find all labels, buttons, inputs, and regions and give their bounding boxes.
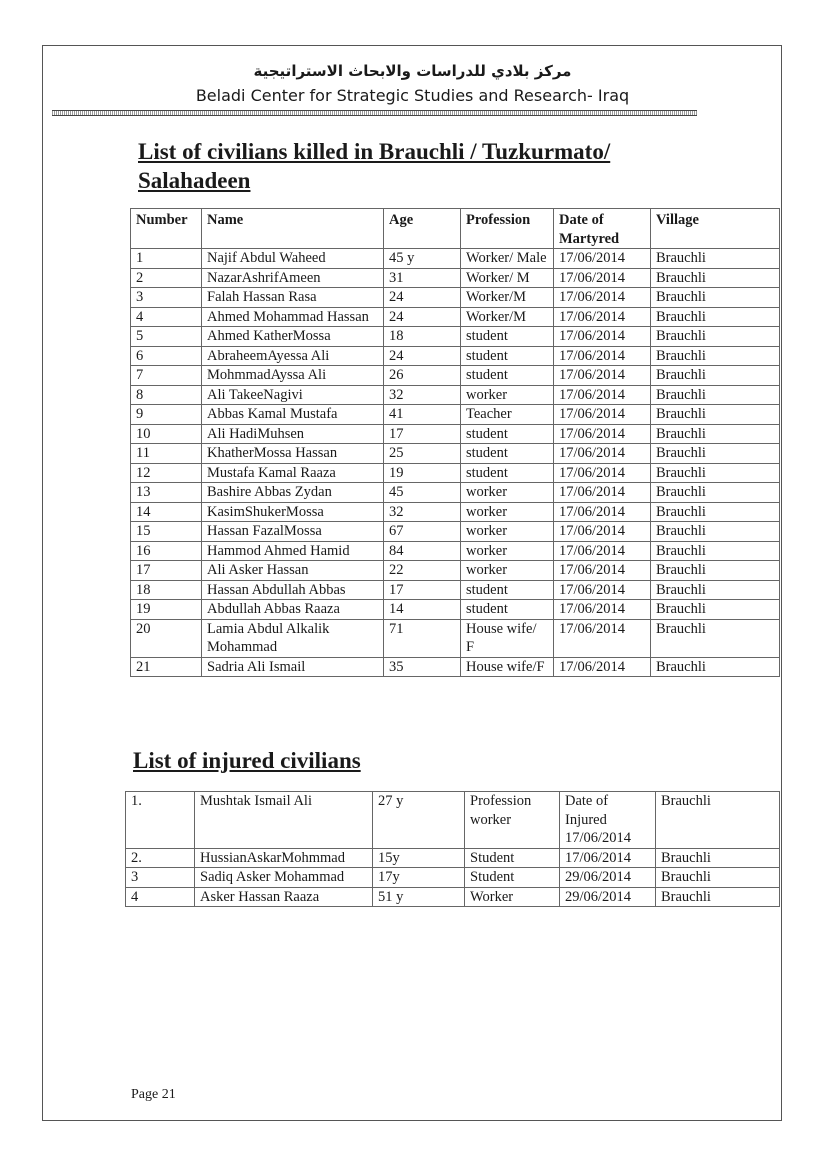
- cell-village: Brauchli: [651, 619, 780, 657]
- cell-village: Brauchli: [651, 522, 780, 542]
- cell-number: 19: [131, 600, 202, 620]
- cell-name: Mushtak Ismail Ali: [195, 792, 373, 849]
- cell-village: Brauchli: [651, 424, 780, 444]
- cell-village: Brauchli: [651, 463, 780, 483]
- cell-age: 25: [384, 444, 461, 464]
- table-row: [131, 561, 780, 581]
- cell-village: Brauchli: [651, 346, 780, 366]
- cell-number: 5: [131, 327, 202, 347]
- injured-table: [125, 791, 780, 907]
- table-row: [131, 444, 780, 464]
- cell-profession: student: [461, 444, 554, 464]
- table-row: [131, 483, 780, 503]
- cell-name: Lamia Abdul Alkalik Mohammad: [202, 619, 384, 657]
- page-number: Page 21: [131, 1087, 176, 1102]
- table-row: [126, 887, 780, 907]
- cell-name: Sadiq Asker Mohammad: [195, 868, 373, 888]
- injured-list-title: List of injured civilians: [133, 748, 361, 773]
- cell-profession: student: [461, 327, 554, 347]
- table-row: [131, 619, 780, 657]
- cell-age: 84: [384, 541, 461, 561]
- cell-number: 9: [131, 405, 202, 425]
- cell-profession: student: [461, 580, 554, 600]
- cell-number: 12: [131, 463, 202, 483]
- cell-name: Hammod Ahmed Hamid: [202, 541, 384, 561]
- cell-number: 13: [131, 483, 202, 503]
- cell-profession: worker: [461, 561, 554, 581]
- cell-village: Brauchli: [651, 600, 780, 620]
- cell-name: Sadria Ali Ismail: [202, 657, 384, 677]
- cell-age: 24: [384, 346, 461, 366]
- cell-village: Brauchli: [651, 385, 780, 405]
- table-row: [126, 868, 780, 888]
- cell-date: 17/06/2014: [554, 346, 651, 366]
- table-row: [126, 792, 780, 849]
- cell-age: 45 y: [384, 249, 461, 269]
- cell-village: Brauchli: [651, 541, 780, 561]
- cell-name: Ali HadiMuhsen: [202, 424, 384, 444]
- col-header-date: Date of Martyred: [554, 209, 651, 249]
- cell-date: 17/06/2014: [554, 385, 651, 405]
- cell-date: 17/06/2014: [554, 424, 651, 444]
- cell-date: 17/06/2014: [554, 307, 651, 327]
- cell-name: Ahmed KatherMossa: [202, 327, 384, 347]
- col-header-village: Village: [651, 209, 780, 249]
- cell-number: 16: [131, 541, 202, 561]
- cell-village: Brauchli: [651, 288, 780, 308]
- cell-age: 35: [384, 657, 461, 677]
- cell-age: 26: [384, 366, 461, 386]
- cell-number: 20: [131, 619, 202, 657]
- table-row: [131, 249, 780, 269]
- cell-number: 1: [131, 249, 202, 269]
- cell-age: 31: [384, 268, 461, 288]
- cell-number: 2.: [126, 848, 195, 868]
- cell-village: Brauchli: [651, 327, 780, 347]
- cell-date: Date of Injured 17/06/2014: [560, 792, 656, 849]
- cell-age: 19: [384, 463, 461, 483]
- table-row: [126, 848, 780, 868]
- cell-village: Brauchli: [651, 502, 780, 522]
- cell-number: 15: [131, 522, 202, 542]
- cell-name: Hassan FazalMossa: [202, 522, 384, 542]
- cell-date: 29/06/2014: [560, 868, 656, 888]
- injured-table-body: [126, 792, 780, 907]
- cell-name: Bashire Abbas Zydan: [202, 483, 384, 503]
- cell-number: 21: [131, 657, 202, 677]
- cell-age: 24: [384, 307, 461, 327]
- cell-date: 17/06/2014: [554, 561, 651, 581]
- cell-date: 17/06/2014: [554, 463, 651, 483]
- cell-profession: student: [461, 424, 554, 444]
- cell-date: 17/06/2014: [554, 657, 651, 677]
- cell-village: Brauchli: [651, 657, 780, 677]
- cell-village: Brauchli: [651, 366, 780, 386]
- col-header-age: Age: [384, 209, 461, 249]
- cell-name: Hassan Abdullah Abbas: [202, 580, 384, 600]
- cell-profession: student: [461, 366, 554, 386]
- cell-name: NazarAshrifAmeen: [202, 268, 384, 288]
- cell-village: Brauchli: [651, 307, 780, 327]
- cell-number: 6: [131, 346, 202, 366]
- cell-age: 71: [384, 619, 461, 657]
- killed-table-header-row: [131, 209, 780, 249]
- cell-date: 17/06/2014: [554, 249, 651, 269]
- cell-profession: student: [461, 346, 554, 366]
- table-row: [131, 307, 780, 327]
- cell-name: KasimShukerMossa: [202, 502, 384, 522]
- table-row: [131, 502, 780, 522]
- cell-profession: worker: [461, 502, 554, 522]
- cell-profession: House wife/ F: [461, 619, 554, 657]
- cell-profession: Student: [465, 868, 560, 888]
- cell-name: Najif Abdul Waheed: [202, 249, 384, 269]
- cell-name: Abbas Kamal Mustafa: [202, 405, 384, 425]
- header-arabic-name: مركز بلادي للدراسات والابحاث الاستراتيجية: [253, 62, 572, 80]
- cell-name: Ali TakeeNagivi: [202, 385, 384, 405]
- cell-age: 15y: [373, 848, 465, 868]
- col-header-number: Number: [131, 209, 202, 249]
- cell-age: 17: [384, 580, 461, 600]
- table-row: [131, 405, 780, 425]
- cell-number: 4: [126, 887, 195, 907]
- cell-number: 8: [131, 385, 202, 405]
- cell-date: 17/06/2014: [554, 444, 651, 464]
- header-divider: [52, 110, 697, 116]
- cell-village: Brauchli: [651, 561, 780, 581]
- cell-village: Brauchli: [656, 887, 780, 907]
- cell-age: 22: [384, 561, 461, 581]
- cell-profession: worker: [461, 385, 554, 405]
- cell-age: 14: [384, 600, 461, 620]
- cell-date: 17/06/2014: [560, 848, 656, 868]
- table-row: [131, 327, 780, 347]
- table-row: [131, 600, 780, 620]
- cell-profession: House wife/F: [461, 657, 554, 677]
- cell-profession: Worker/ M: [461, 268, 554, 288]
- cell-profession: student: [461, 463, 554, 483]
- cell-date: 17/06/2014: [554, 580, 651, 600]
- table-row: [131, 288, 780, 308]
- cell-profession: Worker/M: [461, 307, 554, 327]
- cell-age: 67: [384, 522, 461, 542]
- cell-profession: worker: [461, 483, 554, 503]
- cell-name: Abdullah Abbas Raaza: [202, 600, 384, 620]
- table-row: [131, 657, 780, 677]
- cell-profession: Profession worker: [465, 792, 560, 849]
- cell-name: Asker Hassan Raaza: [195, 887, 373, 907]
- cell-name: Ahmed Mohammad Hassan: [202, 307, 384, 327]
- cell-date: 17/06/2014: [554, 522, 651, 542]
- table-row: [131, 346, 780, 366]
- col-header-profession: Profession: [461, 209, 554, 249]
- cell-date: 17/06/2014: [554, 366, 651, 386]
- cell-name: Mustafa Kamal Raaza: [202, 463, 384, 483]
- cell-number: 14: [131, 502, 202, 522]
- cell-profession: Worker: [465, 887, 560, 907]
- cell-age: 17: [384, 424, 461, 444]
- cell-profession: worker: [461, 541, 554, 561]
- cell-profession: Worker/ Male: [461, 249, 554, 269]
- cell-village: Brauchli: [656, 848, 780, 868]
- cell-name: KhatherMossa Hassan: [202, 444, 384, 464]
- cell-number: 18: [131, 580, 202, 600]
- cell-age: 17y: [373, 868, 465, 888]
- cell-village: Brauchli: [656, 868, 780, 888]
- cell-profession: Student: [465, 848, 560, 868]
- cell-number: 7: [131, 366, 202, 386]
- cell-number: 2: [131, 268, 202, 288]
- cell-name: HussianAskarMohmmad: [195, 848, 373, 868]
- table-row: [131, 268, 780, 288]
- table-row: [131, 463, 780, 483]
- cell-number: 4: [131, 307, 202, 327]
- cell-date: 17/06/2014: [554, 268, 651, 288]
- cell-number: 17: [131, 561, 202, 581]
- cell-date: 17/06/2014: [554, 502, 651, 522]
- cell-name: Ali Asker Hassan: [202, 561, 384, 581]
- cell-village: Brauchli: [656, 792, 780, 849]
- cell-village: Brauchli: [651, 249, 780, 269]
- cell-date: 29/06/2014: [560, 887, 656, 907]
- cell-date: 17/06/2014: [554, 405, 651, 425]
- killed-list-title: List of civilians killed in Brauchli / Tuzkurmato/ Salahadeen: [138, 139, 611, 193]
- cell-number: 3: [126, 868, 195, 888]
- killed-table: [130, 208, 780, 677]
- table-row: [131, 385, 780, 405]
- cell-profession: Worker/M: [461, 288, 554, 308]
- header-english-name: Beladi Center for Strategic Studies and Research- Iraq: [195, 86, 630, 105]
- cell-age: 27 y: [373, 792, 465, 849]
- col-header-name: Name: [202, 209, 384, 249]
- cell-age: 51 y: [373, 887, 465, 907]
- cell-date: 17/06/2014: [554, 541, 651, 561]
- cell-village: Brauchli: [651, 483, 780, 503]
- cell-profession: worker: [461, 522, 554, 542]
- table-row: [131, 580, 780, 600]
- cell-age: 32: [384, 385, 461, 405]
- cell-profession: Teacher: [461, 405, 554, 425]
- cell-village: Brauchli: [651, 580, 780, 600]
- cell-age: 24: [384, 288, 461, 308]
- cell-profession: student: [461, 600, 554, 620]
- cell-village: Brauchli: [651, 444, 780, 464]
- table-row: [131, 366, 780, 386]
- cell-number: 11: [131, 444, 202, 464]
- killed-table-body: [131, 249, 780, 677]
- cell-name: MohmmadAyssa Ali: [202, 366, 384, 386]
- cell-number: 3: [131, 288, 202, 308]
- cell-age: 41: [384, 405, 461, 425]
- cell-date: 17/06/2014: [554, 619, 651, 657]
- cell-age: 45: [384, 483, 461, 503]
- cell-date: 17/06/2014: [554, 327, 651, 347]
- table-row: [131, 522, 780, 542]
- cell-date: 17/06/2014: [554, 288, 651, 308]
- cell-age: 18: [384, 327, 461, 347]
- cell-date: 17/06/2014: [554, 600, 651, 620]
- cell-village: Brauchli: [651, 268, 780, 288]
- table-row: [131, 424, 780, 444]
- cell-number: 10: [131, 424, 202, 444]
- cell-village: Brauchli: [651, 405, 780, 425]
- cell-name: AbraheemAyessa Ali: [202, 346, 384, 366]
- table-row: [131, 541, 780, 561]
- cell-number: 1.: [126, 792, 195, 849]
- cell-date: 17/06/2014: [554, 483, 651, 503]
- cell-name: Falah Hassan Rasa: [202, 288, 384, 308]
- cell-age: 32: [384, 502, 461, 522]
